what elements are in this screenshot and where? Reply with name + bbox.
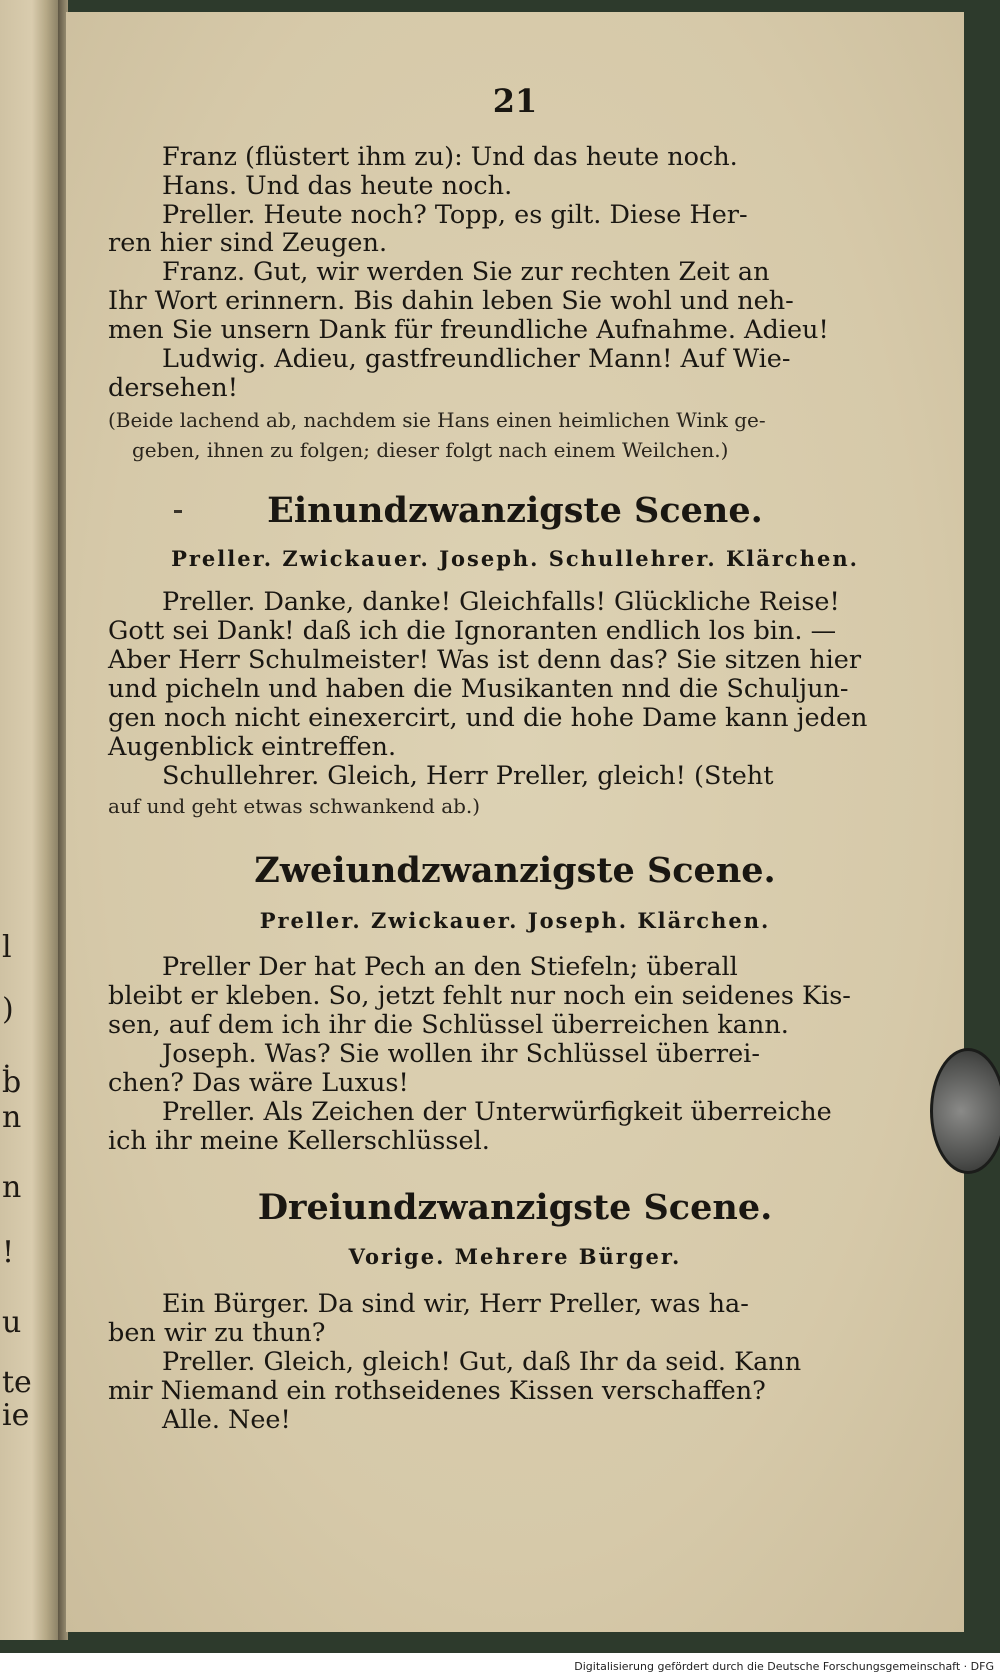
dialogue-line: sen, auf dem ich ihr die Schlüssel überreichen kann. <box>108 1010 789 1040</box>
dialogue-line: Franz. Gut, wir werden Sie zur rechten Zeit an <box>162 257 770 287</box>
scene-heading-22: Zweiundzwanzigste Scene. <box>254 850 776 891</box>
page-clip <box>930 1048 1000 1174</box>
dialogue-line: Alle. Nee! <box>162 1405 291 1435</box>
dialogue-line: Aber Herr Schulmeister! Was ist denn das? Sie sitzen hier <box>108 645 862 675</box>
page-number: 21 <box>492 82 538 120</box>
stage-direction: auf und geht etwas schwankend ab.) <box>108 794 481 818</box>
left-page-fragment: ) <box>2 992 14 1027</box>
dialogue-line: Preller Der hat Pech an den Stiefeln; überall <box>162 952 738 982</box>
dialogue-line: Schullehrer. Gleich, Herr Preller, gleich! (Steht <box>162 761 774 791</box>
dialogue-line: und picheln und haben die Musikanten nnd die Schuljun- <box>108 674 849 704</box>
dialogue-line: Ein Bürger. Da sind wir, Herr Preller, was ha- <box>162 1289 749 1319</box>
left-page-fragment: n <box>2 1100 22 1135</box>
scene-cast-22: Preller. Zwickauer. Joseph. Klärchen. <box>259 908 771 933</box>
dialogue-line: ich ihr meine Kellerschlüssel. <box>108 1126 490 1156</box>
left-page-fragment: ie <box>2 1398 30 1433</box>
dialogue-line: Ludwig. Adieu, gastfreundlicher Mann! Auf Wie- <box>162 344 791 374</box>
dialogue-line: chen? Das wäre Luxus! <box>108 1068 409 1098</box>
dialogue-line: Franz (flüstert ihm zu): Und das heute noch. <box>162 142 738 172</box>
dialogue-line: bleibt er kleben. So, jetzt fehlt nur noch ein seidenes Kis- <box>108 981 851 1011</box>
dialogue-line: Augenblick eintreffen. <box>108 732 397 762</box>
scene-cast-21: Preller. Zwickauer. Joseph. Schullehrer. Klärchen. <box>171 546 859 571</box>
footer-bar <box>0 1653 1000 1677</box>
scene-heading-23: Dreiundzwanzigste Scene. <box>257 1187 773 1228</box>
left-page-fragment: ! <box>2 1235 15 1270</box>
dialogue-line: Gott sei Dank! daß ich die Ignoranten endlich los bin. — <box>108 616 837 646</box>
dfg-credit: Digitalisierung gefördert durch die Deutsche Forschungsgemeinschaft · DFG <box>574 1660 994 1673</box>
dialogue-line: Preller. Danke, danke! Gleichfalls! Glückliche Reise! <box>162 587 840 617</box>
left-page-fragment: te <box>2 1365 32 1400</box>
scene-heading-21: Einundzwanzigste Scene. <box>267 490 763 531</box>
scene-cast-23: Vorige. Mehrere Bürger. <box>348 1244 682 1269</box>
dialogue-line: Preller. Heute noch? Topp, es gilt. Diese Her- <box>162 200 748 230</box>
left-page-edge <box>0 0 58 1640</box>
dialogue-line: gen noch nicht einexercirt, und die hohe Dame kann jeden <box>108 703 868 733</box>
left-page-fragment: ḃ <box>2 1065 22 1100</box>
dialogue-line: Preller. Als Zeichen der Unterwürfigkeit überreiche <box>162 1097 832 1127</box>
dialogue-line: dersehen! <box>108 373 238 403</box>
dialogue-line: Preller. Gleich, gleich! Gut, daß Ihr da seid. Kann <box>162 1347 802 1377</box>
dialogue-line: mir Niemand ein rothseidenes Kissen verschaffen? <box>108 1376 766 1406</box>
dialogue-line: Joseph. Was? Sie wollen ihr Schlüssel überrei- <box>162 1039 760 1069</box>
dialogue-line: Hans. Und das heute noch. <box>162 171 513 201</box>
stage-direction: (Beide lachend ab, nachdem sie Hans einen heimlichen Wink ge- <box>108 408 766 432</box>
dialogue-line: ben wir zu thun? <box>108 1318 326 1348</box>
left-page-fragment: n <box>2 1170 22 1205</box>
dialogue-line: men Sie unsern Dank für freundliche Aufnahme. Adieu! <box>108 315 829 345</box>
dialogue-line: Ihr Wort erinnern. Bis dahin leben Sie wohl und neh- <box>108 286 794 316</box>
stage-direction: geben, ihnen zu folgen; dieser folgt nach einem Weilchen.) <box>132 438 729 462</box>
left-page-fragment: u <box>2 1305 22 1340</box>
left-page-fragment: l <box>2 930 12 965</box>
dialogue-line: ren hier sind Zeugen. <box>108 228 388 258</box>
book-page <box>66 12 964 1632</box>
